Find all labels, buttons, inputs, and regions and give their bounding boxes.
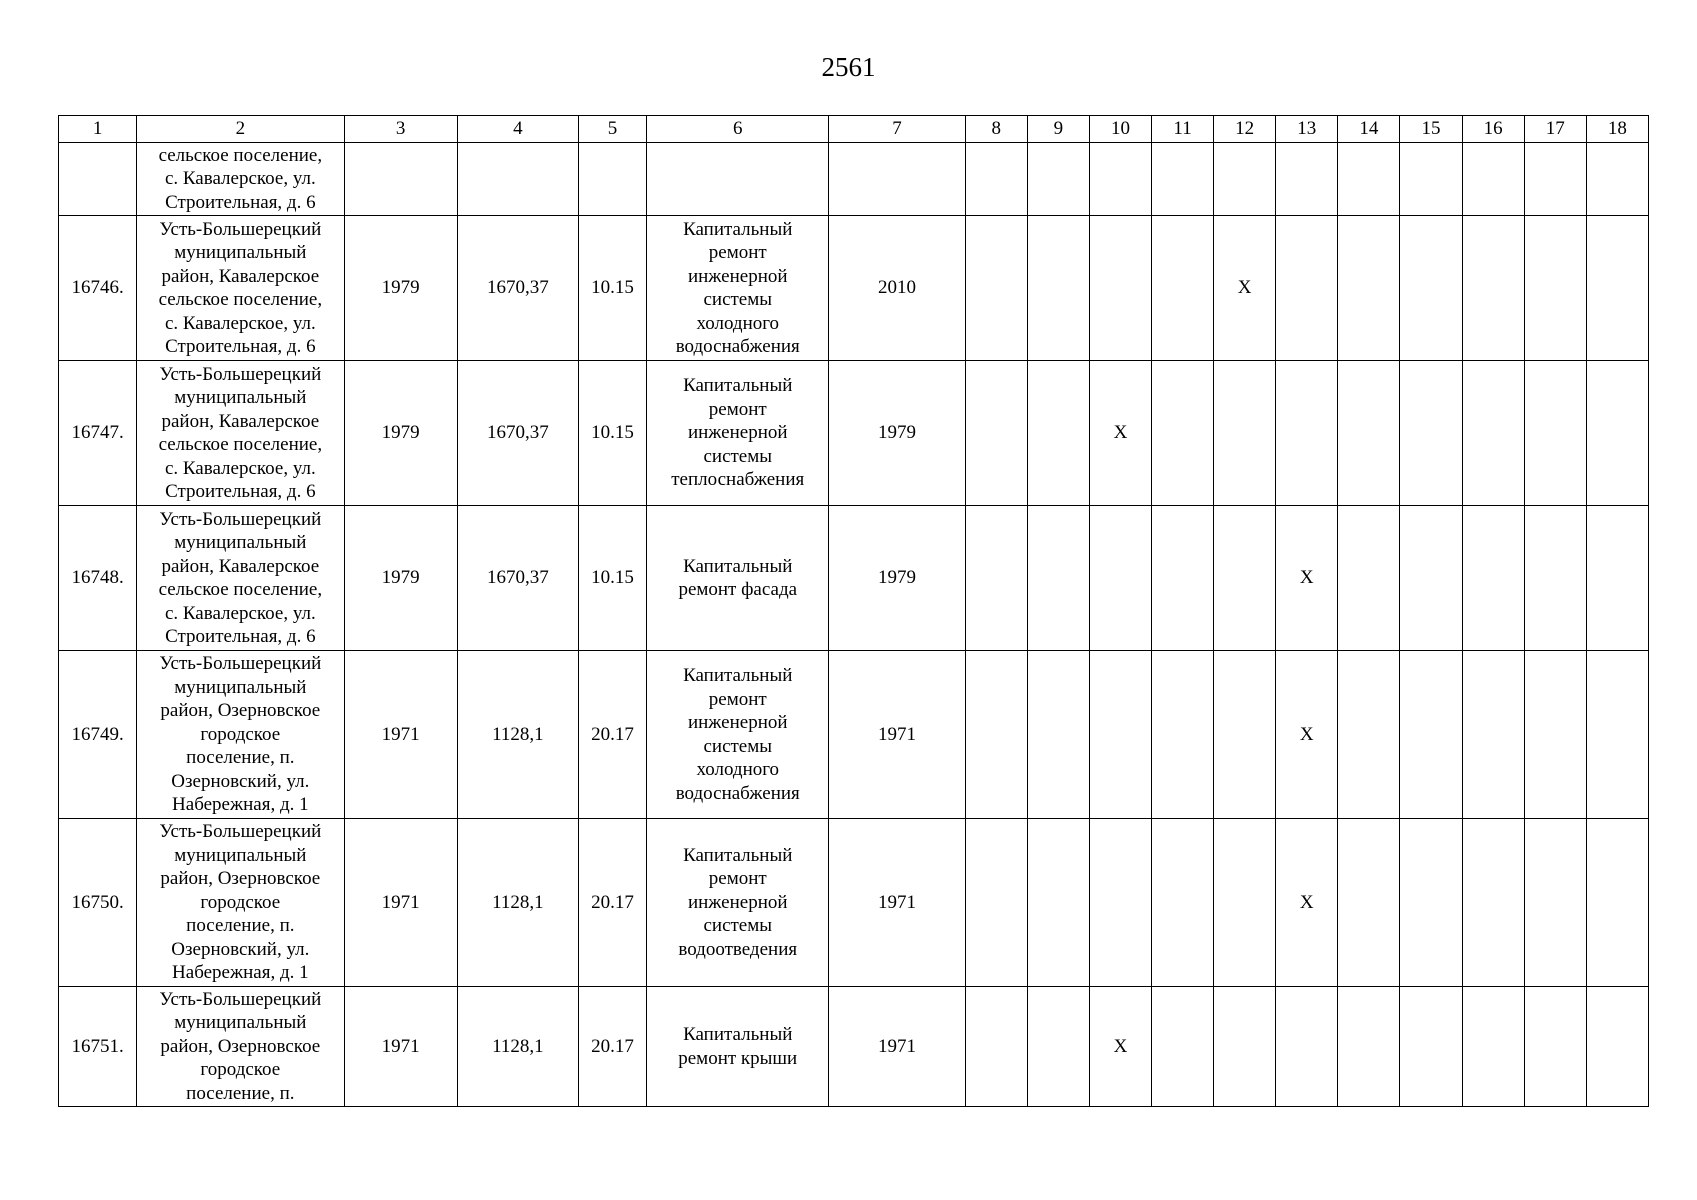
cell-area: 1128,1	[457, 987, 578, 1107]
cell-year-built	[344, 143, 457, 216]
cell-mark	[965, 506, 1027, 651]
cell-mark	[1586, 361, 1648, 506]
cell-code: 10.15	[578, 216, 646, 361]
cell-mark	[965, 987, 1027, 1107]
cell-mark	[1524, 216, 1586, 361]
cell-address: Усть-Большерецкий муниципальный район, Озерновское городское поселение, п.	[137, 987, 344, 1107]
cell-mark	[1524, 819, 1586, 987]
cell-mark	[965, 651, 1027, 819]
cell-mark	[1214, 651, 1276, 819]
cell-mark	[1276, 216, 1338, 361]
cell-mark	[1586, 987, 1648, 1107]
cell-mark	[1586, 651, 1648, 819]
cell-mark	[1524, 361, 1586, 506]
cell-mark	[1027, 361, 1089, 506]
column-header: 14	[1338, 116, 1400, 143]
cell-mark	[1462, 506, 1524, 651]
cell-mark	[1524, 651, 1586, 819]
cell-mark: X	[1089, 361, 1151, 506]
cell-year-built: 1971	[344, 819, 457, 987]
cell-code: 20.17	[578, 651, 646, 819]
cell-work-type: Капитальный ремонт фасада	[647, 506, 829, 651]
cell-mark	[1524, 506, 1586, 651]
column-header: 1	[59, 116, 137, 143]
cell-mark: X	[1276, 651, 1338, 819]
cell-mark	[1338, 506, 1400, 651]
cell-mark	[1400, 987, 1462, 1107]
cell-mark	[1338, 361, 1400, 506]
cell-mark	[1586, 143, 1648, 216]
cell-mark	[1089, 506, 1151, 651]
cell-mark	[1276, 987, 1338, 1107]
table-row	[59, 651, 1649, 819]
cell-work-type	[647, 143, 829, 216]
cell-area: 1128,1	[457, 651, 578, 819]
cell-mark	[1214, 361, 1276, 506]
table-row	[59, 819, 1649, 987]
cell-work-type: Капитальный ремонт инженерной системы холодного водоснабжения	[647, 651, 829, 819]
column-header: 3	[344, 116, 457, 143]
cell-year-built: 1979	[344, 216, 457, 361]
cell-work-type: Капитальный ремонт инженерной системы холодного водоснабжения	[647, 216, 829, 361]
cell-area: 1670,37	[457, 506, 578, 651]
cell-work-type: Капитальный ремонт крыши	[647, 987, 829, 1107]
column-header: 13	[1276, 116, 1338, 143]
cell-mark	[1152, 506, 1214, 651]
cell-mark	[1214, 506, 1276, 651]
cell-number	[59, 143, 137, 216]
cell-year-repair: 1971	[829, 651, 965, 819]
cell-mark: X	[1276, 819, 1338, 987]
cell-address: сельское поселение, с. Кавалерское, ул. Строительная, д. 6	[137, 143, 344, 216]
cell-number: 16746.	[59, 216, 137, 361]
cell-mark	[1027, 506, 1089, 651]
column-header: 15	[1400, 116, 1462, 143]
column-header: 12	[1214, 116, 1276, 143]
cell-mark	[1214, 143, 1276, 216]
cell-mark	[1152, 143, 1214, 216]
cell-mark: X	[1276, 506, 1338, 651]
cell-mark	[1462, 819, 1524, 987]
cell-address: Усть-Большерецкий муниципальный район, Озерновское городское поселение, п. Озерновский, ул. Набережная, д. 1	[137, 819, 344, 987]
column-header: 5	[578, 116, 646, 143]
cell-year-repair: 1979	[829, 361, 965, 506]
cell-mark	[1400, 361, 1462, 506]
cell-mark	[1462, 987, 1524, 1107]
cell-work-type: Капитальный ремонт инженерной системы теплоснабжения	[647, 361, 829, 506]
cell-mark	[1400, 143, 1462, 216]
cell-year-repair: 1971	[829, 987, 965, 1107]
column-header: 11	[1152, 116, 1214, 143]
cell-mark	[1089, 651, 1151, 819]
table-row	[59, 361, 1649, 506]
cell-mark	[1027, 819, 1089, 987]
table-row	[59, 506, 1649, 651]
cell-year-built: 1979	[344, 506, 457, 651]
column-header: 10	[1089, 116, 1151, 143]
cell-mark	[1214, 987, 1276, 1107]
cell-address: Усть-Большерецкий муниципальный район, Кавалерское сельское поселение, с. Кавалерское, ул. Строительная, д. 6	[137, 506, 344, 651]
cell-number: 16749.	[59, 651, 137, 819]
cell-area: 1670,37	[457, 361, 578, 506]
table-row	[59, 987, 1649, 1107]
column-header: 17	[1524, 116, 1586, 143]
table-row	[59, 216, 1649, 361]
column-header: 4	[457, 116, 578, 143]
cell-mark	[1152, 987, 1214, 1107]
cell-mark	[1152, 651, 1214, 819]
cell-mark: X	[1089, 987, 1151, 1107]
cell-number: 16750.	[59, 819, 137, 987]
cell-year-built: 1979	[344, 361, 457, 506]
column-header: 18	[1586, 116, 1648, 143]
table-row	[59, 143, 1649, 216]
cell-mark	[1214, 819, 1276, 987]
cell-mark	[1089, 819, 1151, 987]
cell-address: Усть-Большерецкий муниципальный район, Озерновское городское поселение, п. Озерновский, ул. Набережная, д. 1	[137, 651, 344, 819]
cell-mark	[1276, 361, 1338, 506]
cell-mark	[965, 819, 1027, 987]
cell-mark	[1462, 216, 1524, 361]
cell-number: 16748.	[59, 506, 137, 651]
cell-mark	[1089, 216, 1151, 361]
cell-mark	[1400, 216, 1462, 361]
cell-mark	[1524, 987, 1586, 1107]
cell-mark	[1524, 143, 1586, 216]
cell-work-type: Капитальный ремонт инженерной системы водоотведения	[647, 819, 829, 987]
column-header: 9	[1027, 116, 1089, 143]
cell-mark	[1338, 143, 1400, 216]
cell-mark	[1400, 819, 1462, 987]
column-header: 7	[829, 116, 965, 143]
column-header: 16	[1462, 116, 1524, 143]
cell-mark	[1089, 143, 1151, 216]
cell-mark	[965, 361, 1027, 506]
cell-mark	[1400, 651, 1462, 819]
cell-year-built: 1971	[344, 987, 457, 1107]
column-header: 8	[965, 116, 1027, 143]
column-header: 6	[647, 116, 829, 143]
cell-number: 16747.	[59, 361, 137, 506]
cell-address: Усть-Большерецкий муниципальный район, Кавалерское сельское поселение, с. Кавалерское, ул. Строительная, д. 6	[137, 216, 344, 361]
cell-year-built: 1971	[344, 651, 457, 819]
cell-mark	[1338, 216, 1400, 361]
cell-mark	[965, 143, 1027, 216]
cell-mark: X	[1214, 216, 1276, 361]
cell-mark	[1027, 987, 1089, 1107]
cell-mark	[1152, 361, 1214, 506]
cell-area	[457, 143, 578, 216]
cell-mark	[1276, 143, 1338, 216]
cell-mark	[1338, 651, 1400, 819]
cell-mark	[1586, 819, 1648, 987]
cell-code	[578, 143, 646, 216]
cell-mark	[1027, 216, 1089, 361]
capital-repair-table	[58, 115, 1649, 1107]
page-number: 2561	[821, 52, 876, 82]
cell-year-repair: 1979	[829, 506, 965, 651]
cell-area: 1128,1	[457, 819, 578, 987]
header-row	[59, 116, 1649, 143]
cell-year-repair: 2010	[829, 216, 965, 361]
cell-address: Усть-Большерецкий муниципальный район, Кавалерское сельское поселение, с. Кавалерское, ул. Строительная, д. 6	[137, 361, 344, 506]
cell-code: 20.17	[578, 987, 646, 1107]
cell-mark	[1462, 651, 1524, 819]
cell-mark	[1586, 506, 1648, 651]
cell-mark	[1338, 819, 1400, 987]
cell-mark	[1152, 819, 1214, 987]
cell-mark	[1400, 506, 1462, 651]
cell-number: 16751.	[59, 987, 137, 1107]
cell-mark	[1027, 651, 1089, 819]
cell-mark	[1462, 143, 1524, 216]
cell-mark	[1586, 216, 1648, 361]
cell-mark	[1338, 987, 1400, 1107]
cell-mark	[965, 216, 1027, 361]
cell-code: 10.15	[578, 506, 646, 651]
column-header: 2	[137, 116, 344, 143]
cell-mark	[1462, 361, 1524, 506]
cell-area: 1670,37	[457, 216, 578, 361]
cell-code: 10.15	[578, 361, 646, 506]
cell-mark	[1027, 143, 1089, 216]
cell-code: 20.17	[578, 819, 646, 987]
cell-mark	[1152, 216, 1214, 361]
cell-year-repair	[829, 143, 965, 216]
cell-year-repair: 1971	[829, 819, 965, 987]
